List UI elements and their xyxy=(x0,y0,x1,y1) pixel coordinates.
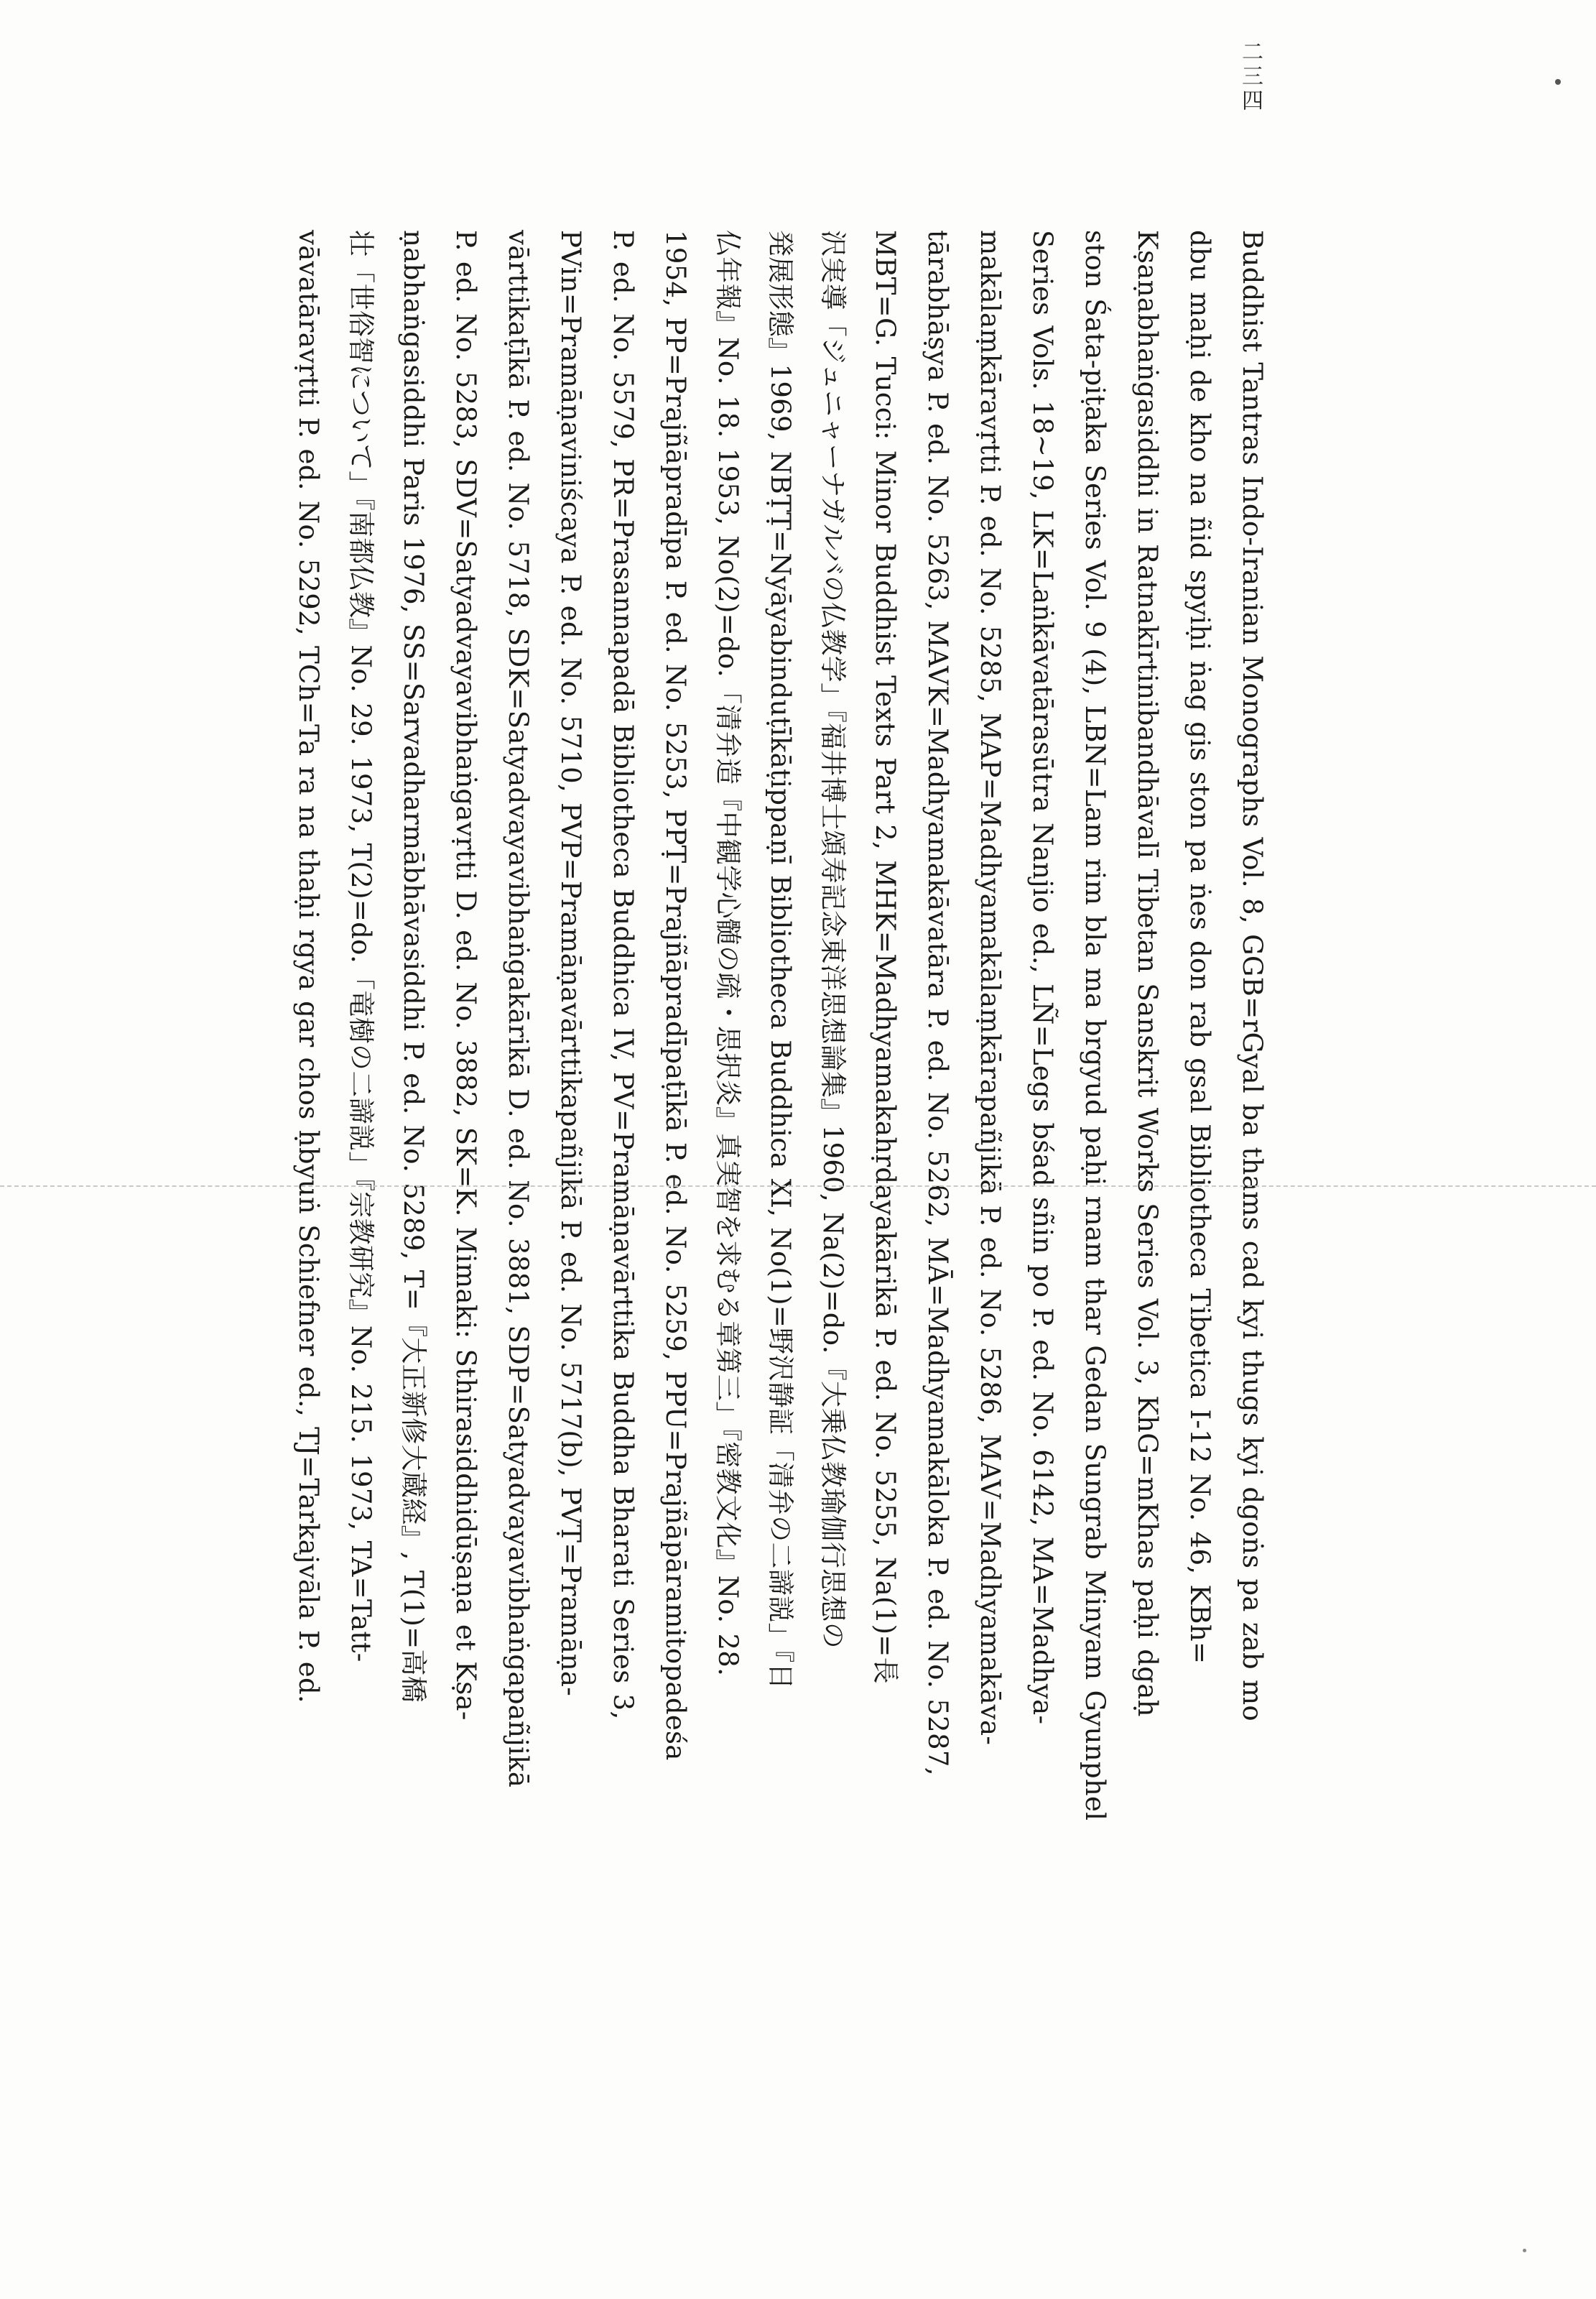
text-line: Buddhist Tantras Indo-Iranian Monographs Vol. 8, GGB=rGyal ba thams cad kyi thugs kyi dgoṅs pa zab mo xyxy=(1237,230,1268,1721)
text-line: P. ed. No. 5579, PR=Prasannapadā Bibliotheca Buddhica IV, PV=Pramāṇavārttika Buddha Bharati Series 3, xyxy=(608,230,639,1720)
text-line: ston Śata-piṭaka Series Vol. 9 (4), LBN=Lam rim bla ma brgyud paḥi rnam thar Gedan Sungrab Minyam Gyunphel xyxy=(1080,230,1110,1821)
text-line: P. ed. No. 5283, SDV=Satyadvayavibhaṅgavṛtti D. ed. No. 3882, SK=K. Mimaki: Sthirasiddhidūṣaṇa et Kṣa- xyxy=(450,230,481,1721)
text-line: dbu maḥi de kho na ñid spyiḥi ṅag gis ston pa ṅes don rab gsal Bibliotheca Tibetica I-12 No. 46, KBh= xyxy=(1184,230,1215,1665)
scan-fold-line xyxy=(0,1185,1596,1187)
text-line: 沢実導「ジュニャーナガルバの仏教学」『福井博士頌寿記念東洋思想論集』1960, Na(2)=do.『大乗仏教瑜伽行思想の xyxy=(817,230,848,1650)
text-line: ṇabhaṅgasiddhi Paris 1976, SS=Sarvadharmābhāvasiddhi P. ed. No. 5289, T=『大正新修大蔵経』, T(1)=高橋 xyxy=(398,230,429,1703)
text-line: makālaṃkāravṛtti P. ed. No. 5285, MAP=Madhyamakālaṃkārapañjikā P. ed. No. 5286, MAV=Madhyamakāva- xyxy=(975,230,1006,1746)
abbreviation-list xyxy=(108,230,1279,2112)
text-line: tārabhāṣya P. ed. No. 5263, MAVK=Madhyamakāvatāra P. ed. No. 5262, MĀ=Madhyamakāloka P. ed. No. 5287, xyxy=(922,230,953,1776)
text-line: 壮「世俗智について」『南都仏教』No. 29. 1973, T(2)=do.「竜樹の二諦説」『宗教研究』No. 215. 1973, TA=Tatt- xyxy=(345,230,376,1662)
scan-speck xyxy=(1523,2249,1526,2252)
text-line: 発展形態』1969, NBṬṬ=Nyāyabinduṭīkāṭippaṇī Bibliotheca Buddhica XI, No(1)=野沢静証「清弁の二諦説」『日 xyxy=(765,230,796,1690)
text-line: 仏年報』No. 18. 1953, No(2)=do.「清弁造『中観学心髄の疏・思択炎』真実智を求むる章第三」『密教文化』No. 28. xyxy=(713,230,743,1677)
scan-speck xyxy=(1555,79,1561,85)
text-line: PVin=Pramāṇaviniścaya P. ed. No. 5710, PVP=Pramāṇavārttikapañjikā P. ed. No. 5717(b), PVṬ=Pramāṇa- xyxy=(555,230,586,1697)
text-line: 1954, PP=Prajñāpradīpa P. ed. No. 5253, PPṬ=Prajñāpradīpaṭīkā P. ed. No. 5259, PPU=Prajñāpāramitopadeśa xyxy=(660,230,691,1761)
text-line: Kṣaṇabhaṅgasiddhi in Ratnakīrtinibandhāvalī Tibetan Sanskrit Works Series Vol. 3, KhG=mKhas paḥi dgaḥ xyxy=(1132,230,1163,1717)
text-line: vāvatāravṛtti P. ed. No. 5292, TCh=Ta ra na thaḥi rgya gar chos ḥbyuṅ Schiefner ed., TJ=Tarkajvāla P. ed. xyxy=(293,230,324,1703)
page-number: 二三四 xyxy=(1238,40,1263,114)
text-line: MBT=G. Tucci: Minor Buddhist Texts Part 2, MHK=Madhyamakahṛdayakārikā P. ed. No. 5255, Na(1)=長 xyxy=(870,230,901,1684)
text-line: vārttikaṭīkā P. ed. No. 5718, SDK=Satyadvayavibhaṅgakārikā D. ed. No. 3881, SDP=Satyadvayavibhaṅgapañjikā xyxy=(503,230,534,1788)
text-line: Series Vols. 18∼19, LK=Laṅkāvatārasūtra Nanjio ed., LÑ=Legs bśad sñin po P. ed. No. 6142, MA=Madhya- xyxy=(1027,230,1058,1725)
